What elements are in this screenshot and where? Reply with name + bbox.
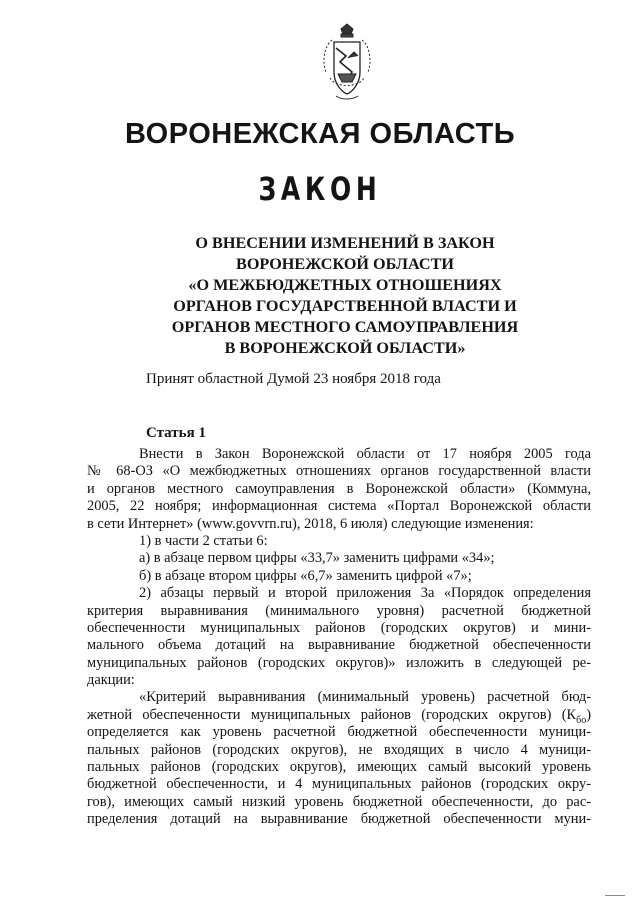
body-line: в сети Интернет» (www.govvrn.ru), 2018, 6 июля) следующие изменения: bbox=[87, 515, 534, 532]
body-line: пределения дотаций на выравнивание бюджетной обеспеченности муни- bbox=[87, 811, 591, 828]
body-line: пальных районов (городских округов), имеющих самый высокий уровень bbox=[87, 759, 591, 776]
body-line: дакции: bbox=[87, 672, 135, 689]
formula-subscript: бо bbox=[576, 714, 587, 725]
adoption-date: Принят областной Думой 23 ноября 2018 года bbox=[146, 371, 441, 387]
title-line: «О МЕЖБЮДЖЕТНЫХ ОТНОШЕНИЯХ bbox=[188, 276, 502, 294]
body-line: гов), имеющих самый низкий уровень бюджетной обеспеченности, до рас- bbox=[87, 793, 591, 810]
law-type-heading: ЗАКОН bbox=[258, 170, 382, 208]
region-heading: ВОРОНЕЖСКАЯ ОБЛАСТЬ bbox=[124, 118, 516, 150]
page-edge-mark bbox=[605, 895, 625, 896]
title-line: О ВНЕСЕНИИ ИЗМЕНЕНИЙ В ЗАКОН bbox=[195, 234, 495, 252]
body-line: и органов местного самоуправления в Воронежской области» (Коммуна, bbox=[87, 480, 591, 497]
title-line: ОРГАНОВ МЕСТНОГО САМОУПРАВЛЕНИЯ bbox=[171, 318, 519, 336]
law-title bbox=[150, 233, 540, 359]
body-line: определяется как уровень расчетной бюджетной обеспеченности муници- bbox=[87, 724, 591, 741]
article-heading: Статья 1 bbox=[146, 425, 206, 441]
body-line: б) в абзаце втором цифры «6,7» заменить цифрой «7»; bbox=[139, 567, 472, 584]
body-line: 2) абзацы первый и второй приложения 3а «Порядок определения bbox=[139, 585, 591, 602]
body-line: 2005, 22 ноября; информационная система «Портал Воронежской области bbox=[87, 498, 591, 515]
body-line: бюджетной обеспеченности, и 4 муниципальных районов (городских окру- bbox=[87, 776, 591, 793]
body-line-text: жетной обеспеченности муниципальных районов (городских округов) (К bbox=[87, 706, 577, 723]
body-line: пальных районов (городских округов), не входящих в число 4 муници- bbox=[87, 741, 591, 758]
body-line: муниципальных районов (городских округов)» изложить в следующей ре- bbox=[87, 654, 591, 671]
body-line: мального объема дотаций на выравнивание бюджетной обеспеченности bbox=[87, 637, 591, 654]
title-line: В ВОРОНЕЖСКОЙ ОБЛАСТИ» bbox=[224, 339, 466, 357]
body-line: «Критерий выравнивания (минимальный уровень) расчетной бюд- bbox=[139, 689, 591, 706]
body-line: 1) в части 2 статьи 6: bbox=[139, 532, 268, 549]
title-line: ВОРОНЕЖСКОЙ ОБЛАСТИ bbox=[236, 255, 454, 273]
body-line: а) в абзаце первом цифры «33,7» заменить цифрами «34»; bbox=[139, 550, 495, 567]
title-line: ОРГАНОВ ГОСУДАРСТВЕННОЙ ВЛАСТИ И bbox=[173, 297, 517, 315]
body-line-formula bbox=[87, 707, 591, 724]
article-body bbox=[87, 446, 591, 829]
body-line: Внести в Закон Воронежской области от 17 ноября 2005 года bbox=[139, 446, 591, 462]
formula-close: ) bbox=[586, 706, 591, 723]
coat-of-arms-emblem bbox=[318, 18, 376, 106]
body-line: обеспеченности муниципальных районов (городских округов) и мини- bbox=[87, 619, 591, 636]
body-line: № 68-ОЗ «О межбюджетных отношениях органов государственной власти bbox=[87, 463, 591, 480]
body-line: критерия выравнивания (минимального уровня) расчетной бюджетной bbox=[87, 602, 591, 619]
